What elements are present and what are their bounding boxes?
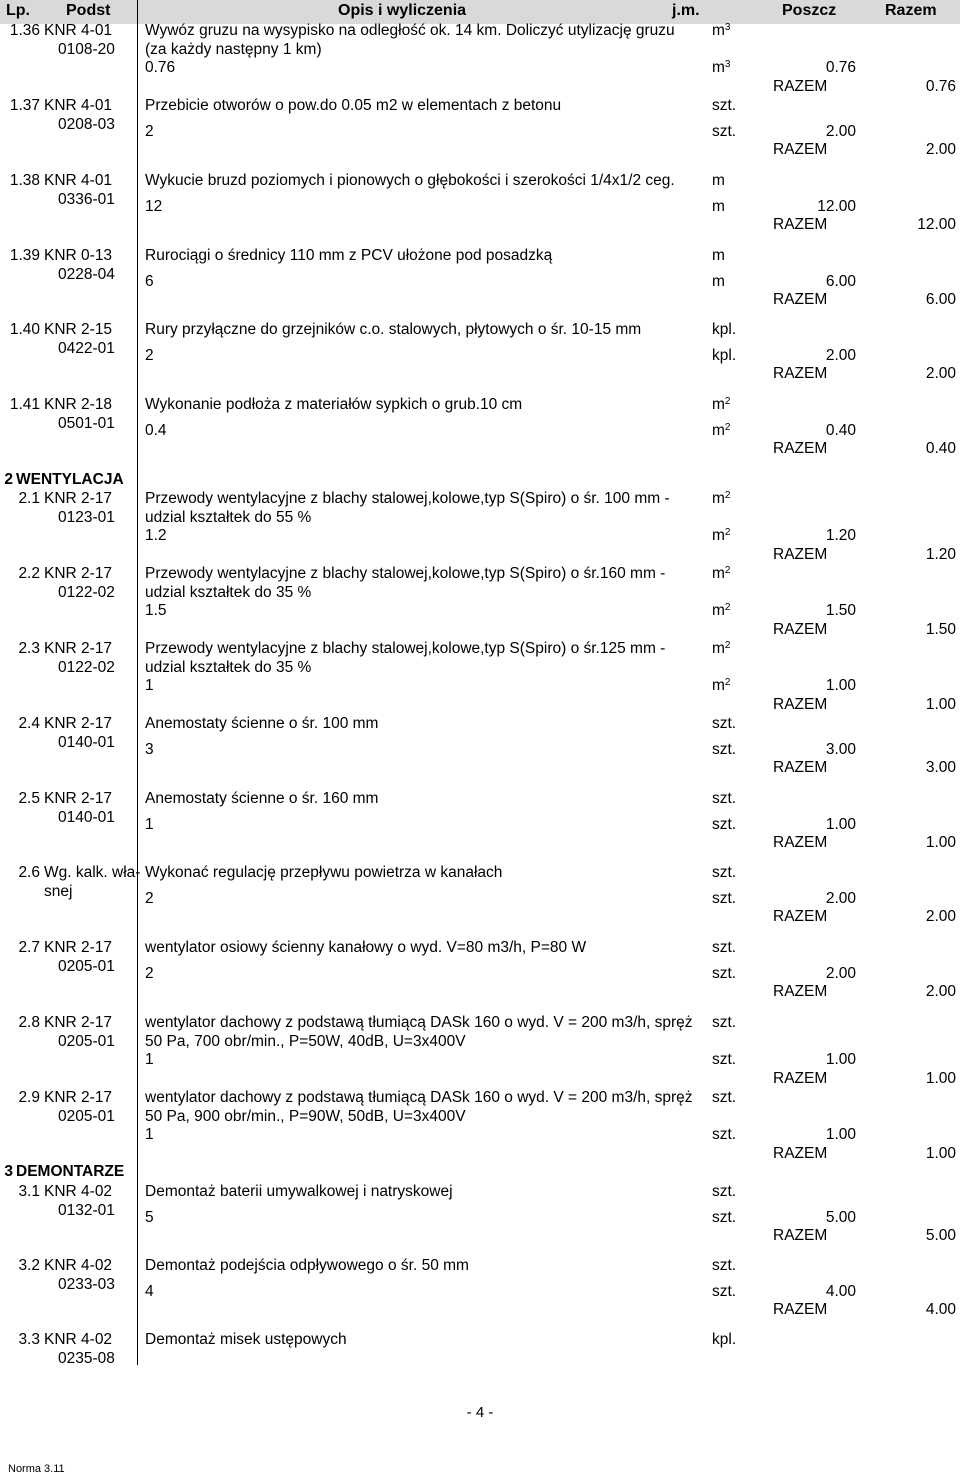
item-unit: szt. xyxy=(712,1089,737,1106)
item-podstawa-code: 0122-02 xyxy=(58,658,115,676)
item-podstawa-code: 0123-01 xyxy=(58,508,115,526)
item-podstawa-code: 0208-03 xyxy=(58,115,115,133)
item-lp: 2.7 xyxy=(18,939,40,956)
item-razem-label: RAZEM xyxy=(773,216,828,233)
unit-exponent: 2 xyxy=(724,421,731,433)
item-razem-label: RAZEM xyxy=(773,759,828,776)
item-razem-value: 1.20 xyxy=(925,545,956,563)
item-razem-label: RAZEM xyxy=(773,983,828,1000)
item-lp: 3.2 xyxy=(18,1257,40,1274)
item-unit: szt. xyxy=(712,715,737,732)
item-podstawa: KNR 4-01 xyxy=(44,22,113,39)
item-razem-value: 0.76 xyxy=(925,77,956,95)
item-poszcz-value: 5.00 xyxy=(825,1208,856,1226)
section-title: WENTYLACJA xyxy=(16,471,124,488)
item-calculation: 1 xyxy=(145,815,154,833)
column-divider xyxy=(137,0,138,1365)
item-unit: szt. xyxy=(712,1014,737,1031)
item-razem-label: RAZEM xyxy=(773,620,828,638)
item-podstawa-code: 0205-01 xyxy=(58,1107,115,1125)
item-unit: m xyxy=(712,172,725,189)
item-description: udzial kształtek do 55 % xyxy=(145,508,312,526)
item-poszcz-value: 2.00 xyxy=(825,889,856,907)
page-number: - 4 - xyxy=(466,1404,494,1421)
item-lp: 1.36 xyxy=(9,22,40,39)
item-lp: 2.4 xyxy=(18,715,40,732)
unit-exponent: 2 xyxy=(724,565,731,576)
item-description: (za każdy następny 1 km) xyxy=(145,40,322,58)
item-unit: $m^3$ xyxy=(712,22,731,39)
item-calc-unit: $m^3$ xyxy=(712,59,731,76)
item-calculation: 2 xyxy=(145,346,154,364)
item-unit: szt. xyxy=(712,1183,737,1200)
unit-exponent: 3 xyxy=(724,22,731,33)
item-podstawa-code: 0228-04 xyxy=(58,265,115,283)
header-jm: j.m. xyxy=(672,2,700,19)
item-podstawa-code: 0108-20 xyxy=(58,40,115,58)
item-calculation: 1 xyxy=(145,1126,154,1143)
item-calculation: 2 xyxy=(145,122,154,140)
item-poszcz-value: 2.00 xyxy=(825,346,856,364)
item-podstawa-code: 0140-01 xyxy=(58,808,115,826)
item-poszcz-value: 1.00 xyxy=(825,677,856,694)
item-description: Wykonanie podłoża z materiałów sypkich o grub.10 cm xyxy=(145,396,523,413)
item-description: Przewody wentylacyjne z blachy stalowej,kolowe,typ S(Spiro) o śr.125 mm - xyxy=(145,640,666,657)
item-razem-label: RAZEM xyxy=(773,291,828,308)
item-razem-value: 1.00 xyxy=(925,1144,956,1162)
item-podstawa-code: 0235-08 xyxy=(58,1349,115,1367)
item-description: Anemostaty ścienne o śr. 100 mm xyxy=(145,715,379,732)
item-calc-unit: szt. xyxy=(712,815,737,833)
item-lp: 2.5 xyxy=(18,790,40,807)
item-calc-unit: $m^2$ xyxy=(712,421,731,439)
item-calc-unit: m xyxy=(712,197,725,215)
item-unit: szt. xyxy=(712,864,737,881)
item-lp: 2.1 xyxy=(18,490,40,507)
item-razem-label: RAZEM xyxy=(773,834,828,851)
item-unit: szt. xyxy=(712,939,737,956)
item-razem-label: RAZEM xyxy=(773,1144,828,1162)
item-description: udzial kształtek do 35 % xyxy=(145,583,312,601)
item-poszcz-value: 2.00 xyxy=(825,122,856,140)
unit-exponent: 2 xyxy=(724,640,731,651)
item-razem-value: 2.00 xyxy=(925,365,956,382)
item-poszcz-value: 1.00 xyxy=(825,1126,856,1143)
item-razem-label: RAZEM xyxy=(773,1069,828,1087)
item-podstawa-code: 0140-01 xyxy=(58,733,115,751)
item-description: 50 Pa, 700 obr/min., P=50W, 40dB, U=3x400V xyxy=(145,1032,466,1050)
unit-exponent: 2 xyxy=(724,527,731,538)
item-unit: $m^2$ xyxy=(712,565,731,582)
item-calc-unit: szt. xyxy=(712,740,737,758)
item-podstawa: KNR 2-15 xyxy=(44,321,113,338)
item-unit: szt. xyxy=(712,97,737,114)
item-lp: 2.2 xyxy=(18,565,40,582)
item-description: Wykonać regulację przepływu powietrza w kanałach xyxy=(145,864,503,881)
item-podstawa: KNR 2-17 xyxy=(44,715,113,732)
item-podstawa: KNR 4-02 xyxy=(44,1331,113,1348)
unit-exponent: 2 xyxy=(724,602,731,613)
item-lp: 3.1 xyxy=(18,1183,40,1200)
item-razem-value: 2.00 xyxy=(925,141,956,158)
item-razem-label: RAZEM xyxy=(773,695,828,713)
item-lp: 2.9 xyxy=(18,1089,40,1106)
item-unit: $m^2$ xyxy=(712,640,731,657)
item-calc-unit: szt. xyxy=(712,1208,737,1226)
item-razem-label: RAZEM xyxy=(773,141,828,158)
item-podstawa-code: 0122-02 xyxy=(58,583,115,601)
item-calculation: 1 xyxy=(145,677,154,694)
item-calc-unit: kpl. xyxy=(712,346,737,364)
item-calc-unit: szt. xyxy=(712,1282,737,1300)
item-podstawa: KNR 0-13 xyxy=(44,247,113,264)
item-calculation: 0.4 xyxy=(145,421,167,439)
item-razem-value: 0.40 xyxy=(925,440,956,457)
item-podstawa: KNR 4-01 xyxy=(44,172,113,189)
item-razem-value: 5.00 xyxy=(925,1227,956,1244)
item-poszcz-value: 12.00 xyxy=(817,197,856,215)
item-calc-unit: szt. xyxy=(712,122,737,140)
item-razem-value: 1.00 xyxy=(925,1069,956,1087)
item-description: Demontaż baterii umywalkowej i natryskowej xyxy=(145,1183,453,1200)
item-poszcz-value: 0.40 xyxy=(825,421,856,439)
item-calculation: 1.2 xyxy=(145,527,167,544)
section-number: 3 xyxy=(4,1163,13,1180)
item-description: Rury przyłączne do grzejników c.o. stalowych, płytowych o śr. 10-15 mm xyxy=(145,321,642,338)
item-podstawa: KNR 2-17 xyxy=(44,939,113,956)
item-unit: m xyxy=(712,247,725,264)
item-razem-label: RAZEM xyxy=(773,440,828,457)
item-lp: 2.6 xyxy=(18,864,40,881)
item-podstawa-code: 0205-01 xyxy=(58,957,115,975)
item-description: Wywóz gruzu na wysypisko na odległość ok. 14 km. Doliczyć utylizację gruzu xyxy=(145,22,675,39)
item-podstawa: KNR 2-17 xyxy=(44,1014,113,1031)
item-razem-value: 1.50 xyxy=(925,620,956,638)
item-razem-label: RAZEM xyxy=(773,545,828,563)
item-podstawa-code: 0336-01 xyxy=(58,190,115,208)
item-podstawa-code: snej xyxy=(44,882,73,900)
item-podstawa-code: 0422-01 xyxy=(58,339,115,357)
section-title: DEMONTARZE xyxy=(16,1163,125,1180)
item-podstawa: KNR 4-02 xyxy=(44,1183,113,1200)
item-description: Przebicie otworów o pow.do 0.05 m2 w elementach z betonu xyxy=(145,97,562,114)
item-unit: szt. xyxy=(712,1257,737,1274)
item-lp: 2.3 xyxy=(18,640,40,657)
item-description: Wykucie bruzd poziomych i pionowych o głębokości i szerokości 1/4x1/2 ceg. xyxy=(145,172,675,189)
item-unit: kpl. xyxy=(712,1331,737,1348)
item-calc-unit: $m^2$ xyxy=(712,527,731,544)
item-unit: szt. xyxy=(712,790,737,807)
header-opis: Opis i wyliczenia xyxy=(338,2,467,19)
item-calculation: 2 xyxy=(145,964,154,982)
item-podstawa: Wg. kalk. wła- xyxy=(44,864,141,881)
item-calc-unit: szt. xyxy=(712,1126,737,1143)
item-razem-value: 6.00 xyxy=(925,291,956,308)
item-podstawa: KNR 2-17 xyxy=(44,490,113,507)
item-poszcz-value: 1.20 xyxy=(825,527,856,544)
item-lp: 1.40 xyxy=(9,321,40,338)
section-number: 2 xyxy=(4,471,13,488)
item-description: wentylator dachowy z podstawą tłumiącą DASk 160 o wyd. V = 200 m3/h, spręż xyxy=(145,1089,693,1106)
item-poszcz-value: 2.00 xyxy=(825,964,856,982)
item-description: Demontaż podejścia odpływowego o śr. 50 mm xyxy=(145,1257,469,1274)
item-calculation: 2 xyxy=(145,889,154,907)
item-description: wentylator osiowy ścienny kanałowy o wyd. V=80 m3/h, P=80 W xyxy=(145,939,587,956)
item-podstawa: KNR 2-17 xyxy=(44,565,113,582)
item-description: Przewody wentylacyjne z blachy stalowej,kolowe,typ S(Spiro) o śr.160 mm - xyxy=(145,565,666,582)
item-lp: 1.41 xyxy=(9,396,40,413)
item-poszcz-value: 1.00 xyxy=(825,815,856,833)
item-description: Rurociągi o średnicy 110 mm z PCV ułożone pod posadzką xyxy=(145,247,553,264)
item-calc-unit: $m^2$ xyxy=(712,602,731,619)
unit-exponent: 2 xyxy=(724,396,731,407)
item-calculation: 4 xyxy=(145,1282,154,1300)
item-razem-value: 4.00 xyxy=(925,1301,956,1318)
item-lp: 2.8 xyxy=(18,1014,40,1031)
item-razem-value: 2.00 xyxy=(925,983,956,1000)
item-poszcz-value: 1.00 xyxy=(825,1051,856,1068)
item-calculation: 12 xyxy=(145,197,163,215)
item-calculation: 1 xyxy=(145,1051,154,1068)
item-unit: $m^2$ xyxy=(712,396,731,413)
item-description: wentylator dachowy z podstawą tłumiącą DASk 160 o wyd. V = 200 m3/h, spręż xyxy=(145,1014,693,1031)
item-calculation: 0.76 xyxy=(145,59,176,76)
item-calculation: 6 xyxy=(145,272,154,290)
item-razem-label: RAZEM xyxy=(773,1301,828,1318)
item-poszcz-value: 4.00 xyxy=(825,1282,856,1300)
header-razem: Razem xyxy=(885,2,937,19)
item-podstawa: KNR 4-02 xyxy=(44,1257,113,1274)
header-poszcz: Poszcz xyxy=(782,2,837,19)
item-description: Anemostaty ścienne o śr. 160 mm xyxy=(145,790,379,807)
unit-exponent: 2 xyxy=(724,490,731,501)
item-calculation: 5 xyxy=(145,1208,154,1226)
header-lp: Lp. xyxy=(6,2,30,19)
item-podstawa-code: 0132-01 xyxy=(58,1201,115,1219)
item-razem-label: RAZEM xyxy=(773,908,828,925)
item-lp: 1.37 xyxy=(9,97,40,114)
item-calculation: 1.5 xyxy=(145,602,167,619)
item-razem-label: RAZEM xyxy=(773,77,828,95)
item-podstawa-code: 0501-01 xyxy=(58,414,115,432)
item-lp: 3.3 xyxy=(18,1331,40,1348)
item-description: Demontaż misek ustępowych xyxy=(145,1331,347,1348)
item-calc-unit: szt. xyxy=(712,1051,737,1068)
item-podstawa: KNR 2-18 xyxy=(44,396,113,413)
item-razem-label: RAZEM xyxy=(773,365,828,382)
item-poszcz-value: 3.00 xyxy=(825,740,856,758)
norma-version: Norma 3.11 xyxy=(8,1463,65,1475)
item-calc-unit: $m^2$ xyxy=(712,677,731,694)
item-razem-value: 1.00 xyxy=(925,695,956,713)
unit-exponent: 2 xyxy=(724,677,731,688)
unit-exponent: 3 xyxy=(724,59,731,70)
item-podstawa: KNR 4-01 xyxy=(44,97,113,114)
item-unit: $m^2$ xyxy=(712,490,731,507)
item-calc-unit: szt. xyxy=(712,964,737,982)
header-podst: Podst xyxy=(66,2,111,19)
item-podstawa: KNR 2-17 xyxy=(44,640,113,657)
item-calc-unit: szt. xyxy=(712,889,737,907)
item-poszcz-value: 0.76 xyxy=(825,59,856,76)
item-razem-value: 1.00 xyxy=(925,834,956,851)
item-podstawa-code: 0233-03 xyxy=(58,1275,115,1293)
item-lp: 1.38 xyxy=(9,172,40,189)
item-calculation: 3 xyxy=(145,740,154,758)
item-razem-label: RAZEM xyxy=(773,1227,828,1244)
item-description: Przewody wentylacyjne z blachy stalowej,kolowe,typ S(Spiro) o śr. 100 mm - xyxy=(145,490,670,507)
item-calc-unit: m xyxy=(712,272,725,290)
item-podstawa: KNR 2-17 xyxy=(44,1089,113,1106)
item-razem-value: 12.00 xyxy=(917,216,956,233)
item-description: udzial kształtek do 35 % xyxy=(145,658,312,676)
item-razem-value: 2.00 xyxy=(925,908,956,925)
item-description: 50 Pa, 900 obr/min., P=90W, 50dB, U=3x400V xyxy=(145,1107,466,1125)
item-poszcz-value: 6.00 xyxy=(825,272,856,290)
item-podstawa: KNR 2-17 xyxy=(44,790,113,807)
item-poszcz-value: 1.50 xyxy=(825,602,856,619)
item-podstawa-code: 0205-01 xyxy=(58,1032,115,1050)
item-lp: 1.39 xyxy=(9,247,40,264)
item-razem-value: 3.00 xyxy=(925,759,956,776)
item-unit: kpl. xyxy=(712,321,737,338)
